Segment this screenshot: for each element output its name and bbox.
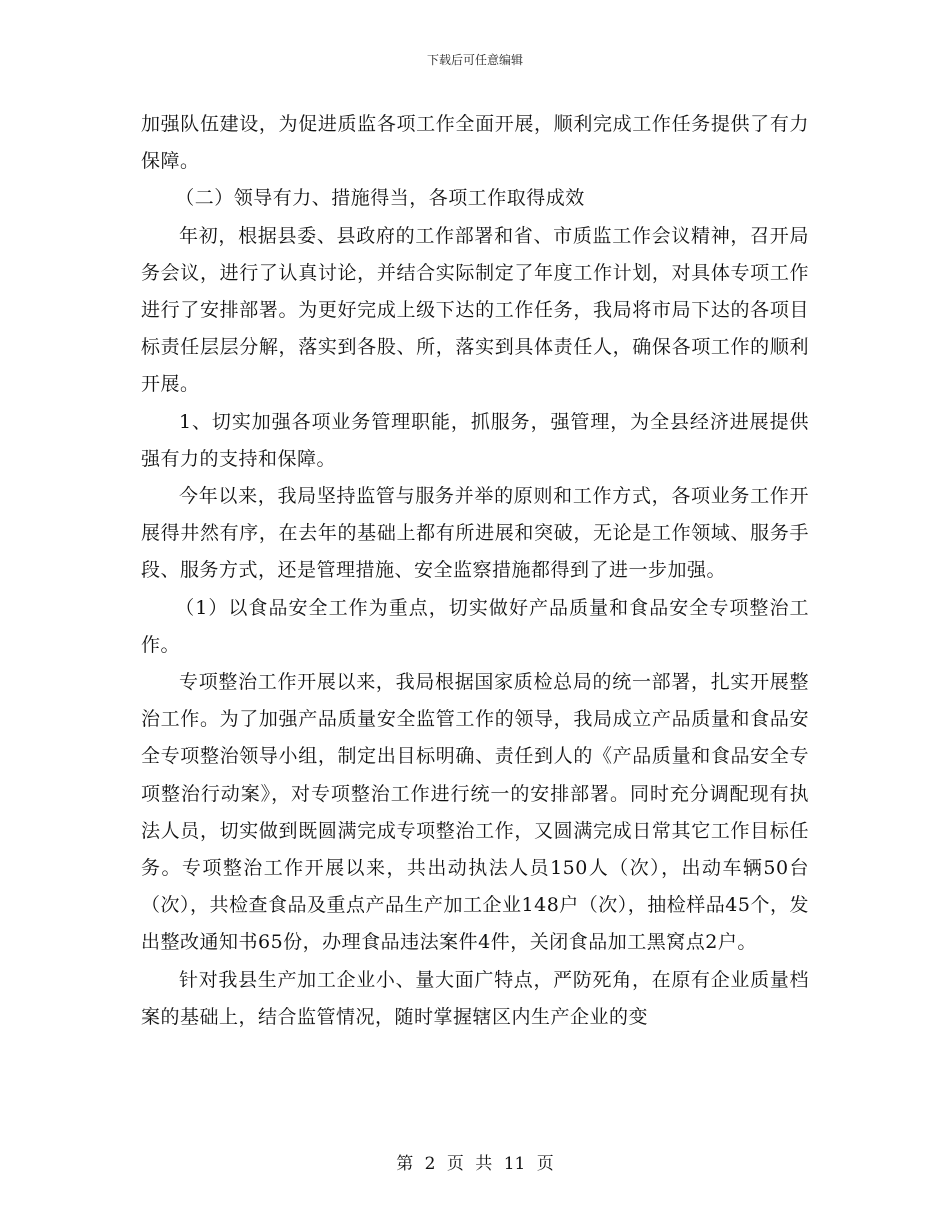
subsection-heading: 1、切实加强各项业务管理职能，抓服务，强管理，为全县经济进展提供强有力的支持和保障。	[141, 410, 809, 470]
paragraph: 年初，根据县委、县政府的工作部署和省、市质监工作会议精神，召开局务会议，进行了认真讨论，并结合实际制定了年度工作计划，对具体专项工作进行了安排部署。为更好完成上级下达的工作任务，我局将市局下达的各项目标责任层层分解，落实到各股、所，落实到具体责任人，确保各项工作的顺利开展。	[141, 224, 809, 396]
page-footer: 第 2 页 共 11 页	[396, 1154, 554, 1174]
paragraph: 加强队伍建设，为促进质监各项工作全面开展，顺利完成工作任务提供了有力保障。	[141, 113, 809, 173]
page-header: 下载后可任意编辑	[426, 53, 523, 67]
section-heading: （二）领导有力、措施得当，各项工作取得成效	[175, 187, 585, 210]
item-heading: （1）以食品安全工作为重点，切实做好产品质量和食品安全专项整治工作。	[141, 596, 809, 656]
paragraph: 今年以来，我局坚持监管与服务并举的原则和工作方式，各项业务工作开展得井然有序，在去年的基础上都有所进展和突破，无论是工作领域、服务手段、服务方式，还是管理措施、安全监察措施都得到了进一步加强。	[141, 485, 809, 582]
paragraph: 专项整治工作开展以来，我局根据国家质检总局的统一部署，扎实开展整治工作。为了加强产品质量安全监管工作的领导，我局成立产品质量和食品安全专项整治领导小组，制定出目标明确、责任到人的《产品质量和食品安全专项整治行动案》，对专项整治工作进行统一的安排部署。同时充分调配现有执法人员，切实做到既圆满完成专项整治工作，又圆满完成日常其它工作目标任务。专项整治工作开展以来，共出动执法人员150人（次），出动车辆50台（次），共检查食品及重点产品生产加工企业148户（次），抽检样品45个，发出整改通知书65份，办理食品违法案件4件，关闭食品加工黑窝点2户。	[141, 671, 809, 954]
document-body	[141, 106, 809, 1036]
paragraph: 针对我县生产加工企业小、量大面广特点，严防死角，在原有企业质量档案的基础上，结合监管情况，随时掌握辖区内生产企业的变	[141, 968, 809, 1028]
